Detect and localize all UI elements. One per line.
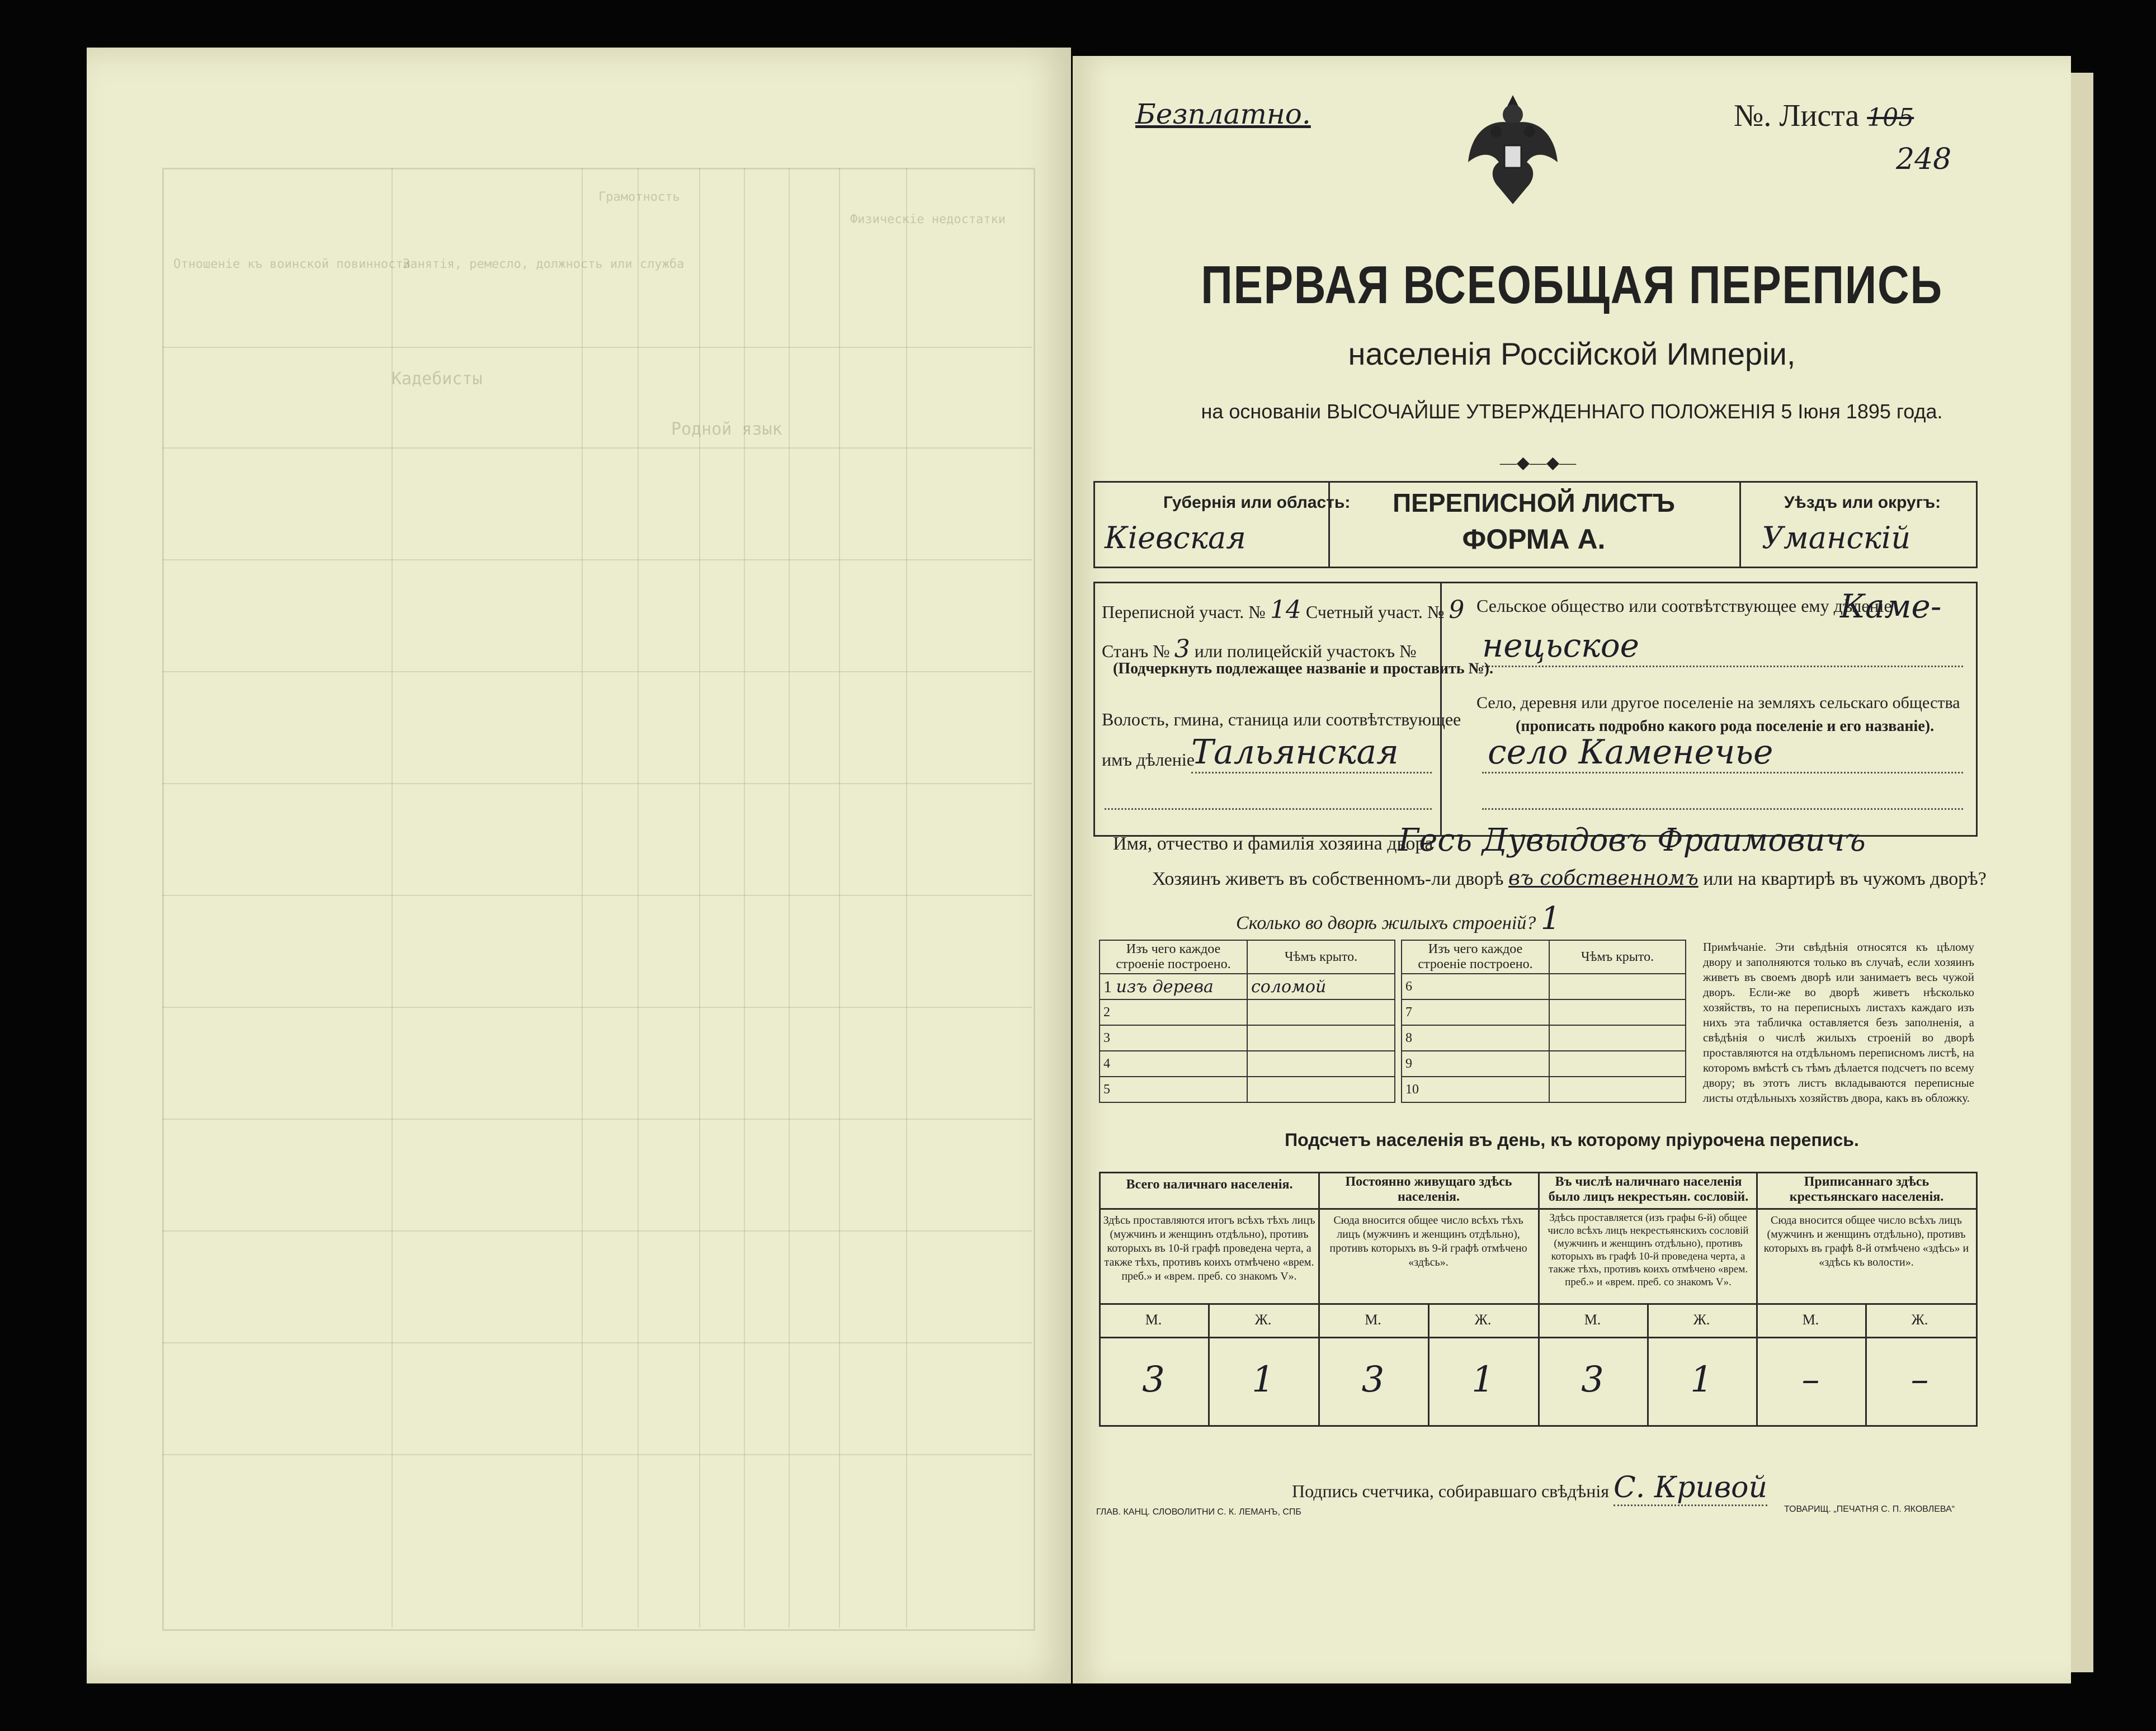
volost-value: Тальянская — [1191, 733, 1399, 772]
ghost-column-line — [582, 168, 583, 1628]
row-number: 6 — [1402, 974, 1549, 999]
material-value: изъ дерева — [1116, 977, 1214, 997]
signature-value: С. Кривой — [1614, 1471, 1767, 1506]
ornament-divider: —◆—◆— — [1499, 454, 1577, 472]
female-label: Ж. — [1254, 1312, 1272, 1328]
gubernia-label: Губернія или область: — [1163, 493, 1351, 512]
buildings-line — [1236, 900, 1560, 937]
form-type: ФОРМА А. — [1462, 523, 1606, 555]
residence-line — [1152, 867, 1987, 890]
ghost-row-line — [162, 447, 1032, 449]
male-label: М. — [1802, 1312, 1819, 1328]
owner-name-value: Гесь Дувыдовъ Фраимовичъ — [1398, 822, 1866, 859]
census-area-label: Переписной участ. № — [1102, 602, 1266, 622]
ghost-row-line — [162, 1342, 1032, 1343]
ghost-handwriting: Кадебисты — [391, 369, 483, 389]
fill-line — [1482, 666, 1963, 667]
society-label: Сельское общество или соотвѣтствующее ему дѣленіе — [1476, 596, 1892, 616]
col-roof-header: Чѣмъ крыто. — [1247, 940, 1395, 974]
count-area-label: Счетный участ. № — [1305, 602, 1445, 622]
female-label: Ж. — [1911, 1312, 1928, 1328]
ghost-column-line — [744, 168, 745, 1628]
summary-value: – — [1801, 1359, 1820, 1400]
left-page-ghost-grid — [162, 168, 1035, 1631]
signature-line — [1292, 1471, 1767, 1504]
signature-label: Подпись счетчика, собиравшаго свѣдѣнія — [1292, 1481, 1610, 1501]
society-value-2: нецьское — [1482, 626, 1639, 664]
form-main-title: ПЕРВАЯ ВСЕОБЩАЯ ПЕРЕПИСЬ — [1201, 255, 1943, 315]
table-row — [1402, 999, 1686, 1025]
stan-note: (Подчеркнуть подлежащее названіе и проставить №). — [1113, 660, 1493, 677]
ghost-row-line — [162, 1454, 1032, 1455]
male-label: М. — [1145, 1312, 1162, 1328]
printer-left: ГЛАВ. КАНЦ. СЛОВОЛИТНИ С. К. ЛЕМАНЪ, СПБ — [1096, 1507, 1301, 1517]
ghost-column-line — [789, 168, 790, 1628]
summary-col-head: Приписаннаго здѣсь крестьянскаго населенія. — [1789, 1175, 1944, 1204]
table-row — [1100, 999, 1395, 1025]
ghost-header: Занятія, ремесло, должность или служба — [403, 257, 685, 271]
divider — [1099, 1337, 1976, 1338]
buildings-value: 1 — [1540, 900, 1561, 937]
row-number: 10 — [1402, 1077, 1549, 1102]
fill-line — [1482, 808, 1963, 810]
residence-label-2: или на квартирѣ въ чужомъ дворѣ? — [1703, 869, 1987, 889]
village-note: (прописать подробно какого рода поселеніе и его названіе). — [1516, 718, 1935, 735]
ghost-row-line — [162, 671, 1032, 672]
table-row — [1100, 974, 1395, 999]
ghost-row-line — [162, 1007, 1032, 1008]
table-row — [1402, 1077, 1686, 1102]
ghost-column-line — [906, 168, 907, 1628]
row-number: 4 — [1100, 1051, 1247, 1077]
ghost-column-line — [638, 168, 639, 1628]
free-label: Безплатно. — [1135, 98, 1311, 130]
census-area-line — [1102, 596, 1464, 624]
male-label: М. — [1584, 1312, 1601, 1328]
ghost-column-line — [839, 168, 840, 1628]
table-row — [1100, 1077, 1395, 1102]
fill-line — [1105, 808, 1432, 810]
male-label: М. — [1365, 1312, 1381, 1328]
summary-value: – — [1910, 1359, 1929, 1400]
society-value-1: Каме- — [1840, 587, 1942, 625]
summary-value: 3 — [1581, 1359, 1604, 1400]
ghost-handwriting: Родной язык — [671, 419, 782, 439]
sheet-label: №. Листа — [1734, 98, 1860, 133]
roof-value: соломой — [1247, 974, 1395, 999]
fill-line — [1482, 772, 1963, 773]
fill-line — [1191, 772, 1432, 773]
volost-label: Волость, гмина, станица или соотвѣтствующее — [1102, 709, 1461, 729]
imperial-eagle-emblem — [1465, 84, 1560, 213]
col-material-header: Изъ чего каждое строеніе построено. — [1402, 940, 1549, 974]
stan-label: Станъ № — [1102, 641, 1170, 661]
col-material-header: Изъ чего каждое строеніе построено. — [1100, 940, 1247, 974]
village-label: Село, деревня или другое поселеніе на земляхъ сельскаго общества — [1476, 694, 1960, 712]
table-row — [1402, 974, 1686, 999]
volost-label-2: имъ дѣленіе — [1102, 749, 1195, 770]
form-title: ПЕРЕПИСНОЙ ЛИСТЪ — [1393, 488, 1675, 517]
form-subtitle: населенія Россійской Имперіи, — [1348, 336, 1796, 371]
table-row — [1402, 1051, 1686, 1077]
buildings-label: Сколько во дворѣ жилыхъ строеній? — [1236, 913, 1536, 933]
col-roof-header: Чѣмъ крыто. — [1549, 940, 1686, 974]
row-number: 1 — [1103, 977, 1112, 996]
uezd-label: Уѣздъ или округъ: — [1784, 493, 1941, 512]
table-row — [1402, 1025, 1686, 1051]
table-row — [1100, 1025, 1395, 1051]
ghost-row-line — [162, 559, 1032, 560]
ghost-row-line — [162, 783, 1032, 784]
summary-col-head: Въ числѣ наличнаго населенія было лицъ некрестьян. сословій. — [1548, 1175, 1749, 1204]
row-number: 2 — [1100, 999, 1247, 1025]
buildings-table-left — [1099, 940, 1395, 1103]
ghost-header: Физическіе недостатки — [850, 213, 1006, 227]
row-number: 3 — [1100, 1025, 1247, 1051]
summary-value: 3 — [1361, 1359, 1385, 1400]
summary-col-desc: Сюда вносится общее число всѣхъ тѣхъ лицъ (мужчинъ и женщинъ отдѣльно), противъ которыхъ въ 9-й графѣ отмѣчено «здѣсь». — [1329, 1214, 1527, 1268]
ghost-row-line — [162, 895, 1032, 896]
buildings-note: Примѣчаніе. Эти свѣдѣнія относятся къ цѣлому двору и заполняются только въ случаѣ, если хозяинъ живетъ въ своемъ дворѣ или занимаетъ весь чужой дворъ. Если-же во дворѣ живетъ нѣсколько хозяйствъ, то на переписныхъ листахъ каждаго изъ нихъ эта табличка оставляется безъ заполненія, а свѣдѣнія о числѣ жилыхъ строеній во дворѣ проставляются на отдѣльномъ переписномъ листѣ, на которомъ вмѣстѣ съ тѣмъ дѣлается подсчетъ по всему двору; въ этотъ листъ вкладываются переписные листы отдѣльныхъ хозяйствъ двора, какъ въ обложку. — [1703, 940, 1974, 1105]
ghost-row-line — [162, 1119, 1032, 1120]
page-edge — [2071, 73, 2093, 1672]
ghost-column-line — [699, 168, 700, 1628]
summary-value: 1 — [1471, 1359, 1494, 1400]
ghost-row-line — [162, 347, 1032, 348]
sheet-number-handwritten: 248 — [1896, 143, 1952, 176]
female-label: Ж. — [1474, 1312, 1492, 1328]
village-value: село Каменечье — [1488, 733, 1773, 772]
ghost-header: Отношеніе къ воинской повинности — [173, 257, 411, 271]
summary-col-head: Постоянно живущаго здѣсь населенія. — [1345, 1175, 1512, 1204]
summary-col-desc: Здѣсь проставляются итогъ всѣхъ тѣхъ лицъ (мужчинъ и женщинъ отдѣльно), противъ которыхъ въ 10-й графѣ проведена черта, а также тѣхъ, противъ коихъ отмѣчено «врем. преб.» и «врем. преб. со знакомъ V». — [1103, 1214, 1315, 1282]
divider — [1739, 481, 1741, 567]
uezd-value: Уманскій — [1762, 520, 1911, 555]
summary-value: 3 — [1142, 1359, 1165, 1400]
buildings-table-right — [1401, 940, 1686, 1103]
divider — [1099, 1208, 1976, 1210]
residence-label: Хозяинъ живетъ въ собственномъ-ли дворѣ — [1152, 869, 1504, 889]
summary-col-head: Всего наличнаго населенія. — [1126, 1177, 1293, 1192]
row-number: 8 — [1402, 1025, 1549, 1051]
summary-col-desc: Сюда вносится общее число всѣхъ лицъ (мужчинъ и женщинъ отдѣльно), противъ которыхъ въ графѣ 8-й отмѣчено «здѣсь» и «здѣсь къ волости». — [1763, 1214, 1969, 1268]
printer-right: ТОВАРИЩ. „ПЕЧАТНЯ С. П. ЯКОВЛЕВА“ — [1784, 1504, 1955, 1514]
divider — [1099, 1303, 1976, 1305]
residence-value: въ собственномъ — [1508, 867, 1699, 890]
summary-value: 1 — [1690, 1359, 1713, 1400]
stan-value: 3 — [1174, 635, 1190, 663]
sheet-number-struck: 105 — [1867, 103, 1914, 132]
summary-value: 1 — [1252, 1359, 1275, 1400]
table-row — [1100, 1051, 1395, 1077]
gubernia-value: Кіевская — [1105, 520, 1246, 555]
stan-line — [1102, 635, 1417, 663]
ghost-row-line — [162, 1230, 1032, 1232]
row-number: 5 — [1100, 1077, 1247, 1102]
row-number: 7 — [1402, 999, 1549, 1025]
census-area-value: 14 — [1270, 596, 1301, 624]
police-label: или полицейскій участокъ № — [1194, 641, 1417, 661]
summary-col-desc: Здѣсь проставляется (изъ графы 6-й) общее число всѣхъ лицъ некрестьянскихъ сословій (мужчинъ и женщинъ отдѣльно), противъ которыхъ въ графѣ 10-й проведена черта, а также тѣхъ, противъ коихъ отмѣчено «врем. преб.» и «врем. преб. со знакомъ V». — [1548, 1212, 1749, 1288]
female-label: Ж. — [1693, 1312, 1710, 1328]
ghost-header: Грамотность — [598, 190, 680, 204]
sheet-number-label — [1734, 98, 1914, 134]
count-area-value: 9 — [1449, 596, 1465, 624]
owner-name-label: Имя, отчество и фамилія хозяина двора — [1113, 833, 1433, 854]
form-basis-line: на основаніи ВЫСОЧАЙШЕ УТВЕРЖДЕННАГО ПОЛОЖЕНІЯ 5 Іюня 1895 года. — [1201, 400, 1943, 423]
summary-title: Подсчетъ населенія въ день, къ которому пріурочена перепись. — [1285, 1130, 1859, 1150]
row-number: 9 — [1402, 1051, 1549, 1077]
